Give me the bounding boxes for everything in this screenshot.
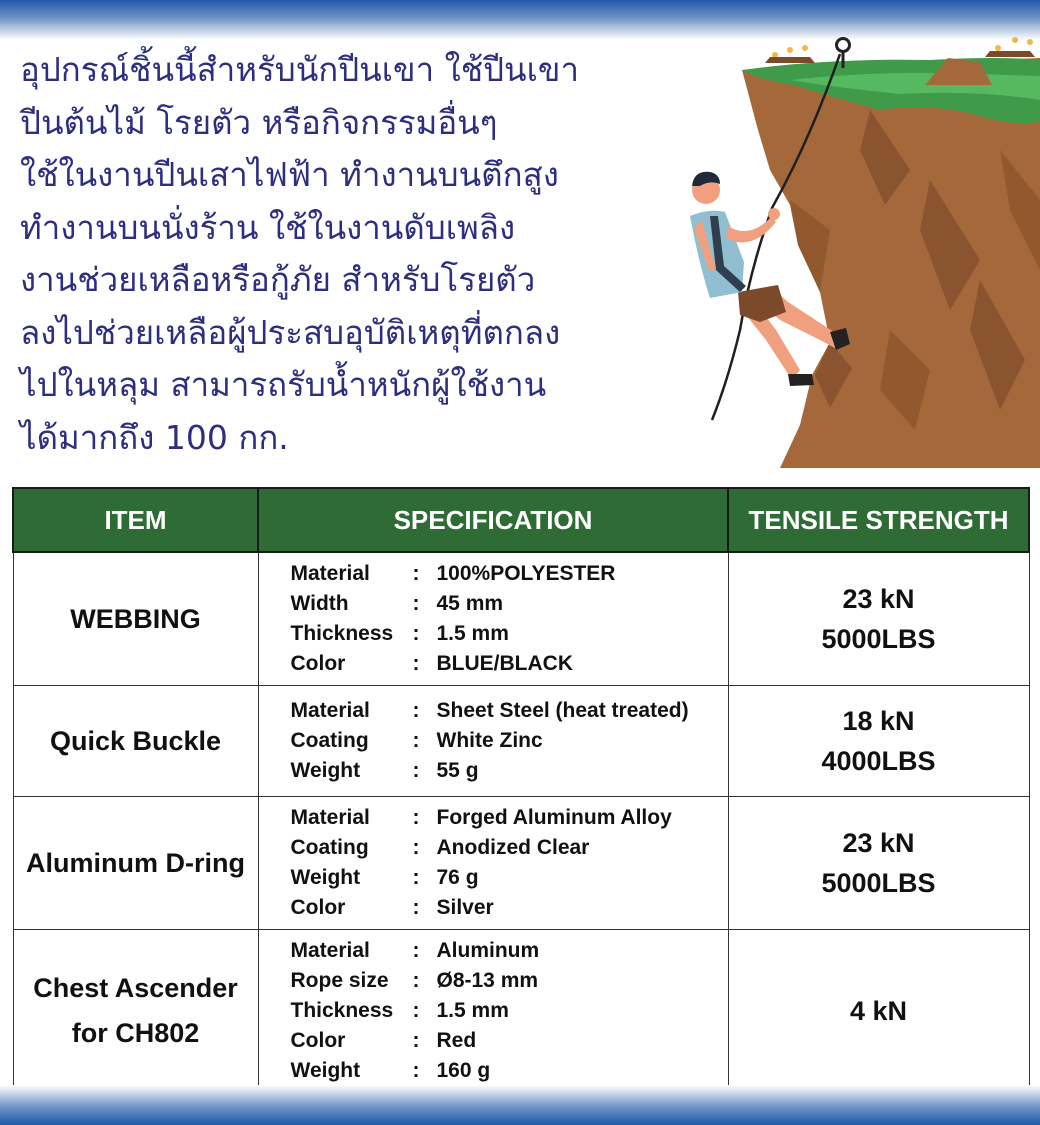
item-name-line: for CH802	[71, 1018, 200, 1048]
spec-row	[291, 803, 728, 833]
header-specification: SPECIFICATION	[258, 488, 728, 552]
tensile-lbs: 5000LBS	[821, 868, 936, 898]
spec-row	[291, 893, 728, 923]
spec-separator: :	[412, 806, 420, 829]
item-name	[13, 686, 258, 797]
spec-list	[258, 686, 728, 797]
item-name-line: WEBBING	[70, 603, 201, 634]
spec-separator: :	[412, 592, 420, 615]
header-tensile-strength: TENSILE STRENGTH	[728, 488, 1029, 552]
spec-key: Material	[290, 562, 370, 585]
spec-row	[291, 756, 728, 786]
spec-value: Sheet Steel (heat treated)	[436, 699, 689, 722]
intro-line: อุปกรณ์ชิ้นนี้สำหรับนักปีนเขา ใช้ปีนเขา	[20, 50, 579, 89]
spec-value: 100%POLYESTER	[436, 562, 616, 585]
tensile-kn: 23 kN	[842, 584, 915, 614]
spec-key: Weight	[290, 866, 361, 889]
spec-value: Anodized Clear	[436, 836, 590, 859]
tensile-lbs: 4000LBS	[821, 746, 936, 776]
spec-row	[291, 726, 728, 756]
spec-value: 45 mm	[436, 592, 504, 615]
spec-separator: :	[412, 652, 420, 675]
tensile-strength	[728, 686, 1029, 797]
spec-separator: :	[412, 759, 420, 782]
spec-value: BLUE/BLACK	[436, 652, 573, 675]
spec-row	[291, 696, 728, 726]
spec-key: Material	[290, 939, 370, 962]
spec-value: 1.5 mm	[436, 999, 509, 1022]
spec-key: Weight	[290, 759, 361, 782]
item-name	[13, 930, 258, 1093]
spec-row	[291, 1056, 728, 1086]
climber-illustration	[680, 30, 1040, 470]
spec-separator: :	[412, 866, 420, 889]
intro-line: ได้มากถึง 100 กก.	[20, 417, 289, 457]
header-item: ITEM	[13, 488, 258, 552]
spec-value: White Zinc	[436, 729, 543, 752]
spec-separator: :	[412, 562, 420, 585]
spec-separator: :	[412, 939, 420, 962]
item-name-line: Aluminum D-ring	[26, 847, 245, 878]
spec-value: Red	[436, 1029, 477, 1052]
spec-row	[291, 1026, 728, 1056]
spec-key: Color	[290, 652, 346, 675]
tensile-kn: 18 kN	[842, 706, 915, 736]
spec-key: Coating	[290, 836, 369, 859]
spec-key: Weight	[290, 1059, 361, 1082]
spec-separator: :	[412, 1059, 420, 1082]
spec-key: Material	[290, 699, 370, 722]
tensile-strength	[728, 797, 1029, 930]
tensile-strength	[728, 552, 1029, 686]
spec-row	[291, 996, 728, 1026]
intro-line: ลงไปช่วยเหลือผู้ประสบอุบัติเหตุที่ตกลง	[20, 312, 561, 352]
spec-row	[291, 619, 728, 649]
spec-separator: :	[412, 969, 420, 992]
spec-separator: :	[412, 729, 420, 752]
spec-row	[291, 833, 728, 863]
intro-paragraph	[20, 44, 690, 464]
spec-separator: :	[412, 836, 420, 859]
spec-row	[291, 559, 728, 589]
spec-value: 55 g	[436, 759, 479, 782]
spec-row	[291, 589, 728, 619]
spec-key: Rope size	[290, 969, 389, 992]
tensile-strength	[728, 930, 1029, 1093]
spec-key: Color	[290, 1029, 346, 1052]
spec-value: Forged Aluminum Alloy	[436, 806, 672, 829]
spec-separator: :	[412, 699, 420, 722]
spec-row	[291, 649, 728, 679]
spec-row	[291, 966, 728, 996]
intro-line: ปีนต้นไม้ โรยตัว หรือกิจกรรมอื่นๆ	[20, 102, 498, 142]
tensile-kn: 23 kN	[842, 828, 915, 858]
item-name	[13, 797, 258, 930]
spec-separator: :	[412, 622, 420, 645]
item-name	[13, 552, 258, 686]
tensile-kn: 4 kN	[849, 996, 908, 1026]
spec-list	[258, 552, 728, 686]
spec-value: Ø8-13 mm	[436, 969, 539, 992]
spec-key: Material	[290, 806, 370, 829]
spec-list	[258, 930, 728, 1093]
tensile-lbs: 5000LBS	[821, 624, 936, 654]
spec-value: 1.5 mm	[436, 622, 509, 645]
bottom-gradient-band	[0, 1085, 1040, 1125]
spec-row	[291, 936, 728, 966]
spec-key: Thickness	[290, 622, 394, 645]
table-header-row	[13, 488, 1029, 552]
spec-separator: :	[412, 896, 420, 919]
spec-row	[291, 863, 728, 893]
spec-separator: :	[412, 1029, 420, 1052]
specification-table	[12, 487, 1030, 1093]
table-row	[13, 797, 1029, 930]
spec-key: Coating	[290, 729, 369, 752]
spec-value: Aluminum	[436, 939, 540, 962]
table-row	[13, 930, 1029, 1093]
spec-key: Thickness	[290, 999, 394, 1022]
intro-line: ทำงานบนนั่งร้าน ใช้ในงานดับเพลิง	[20, 207, 516, 247]
spec-value: 76 g	[436, 866, 479, 889]
spec-key: Color	[290, 896, 346, 919]
intro-line: งานช่วยเหลือหรือกู้ภัย สำหรับโรยตัว	[20, 260, 536, 299]
table-row	[13, 552, 1029, 686]
intro-line: ใช้ในงานปีนเสาไฟฟ้า ทำงานบนตึกสูง	[20, 155, 559, 194]
spec-separator: :	[412, 999, 420, 1022]
item-name-line: Quick Buckle	[49, 725, 222, 756]
intro-line: ไปในหลุม สามารถรับน้ำหนักผู้ใช้งาน	[20, 365, 547, 404]
item-name-line: Chest Ascender	[33, 973, 238, 1003]
table-row	[13, 686, 1029, 797]
spec-list	[258, 797, 728, 930]
spec-value: Silver	[436, 896, 494, 919]
spec-value: 160 g	[436, 1059, 491, 1082]
spec-key: Width	[290, 592, 349, 615]
